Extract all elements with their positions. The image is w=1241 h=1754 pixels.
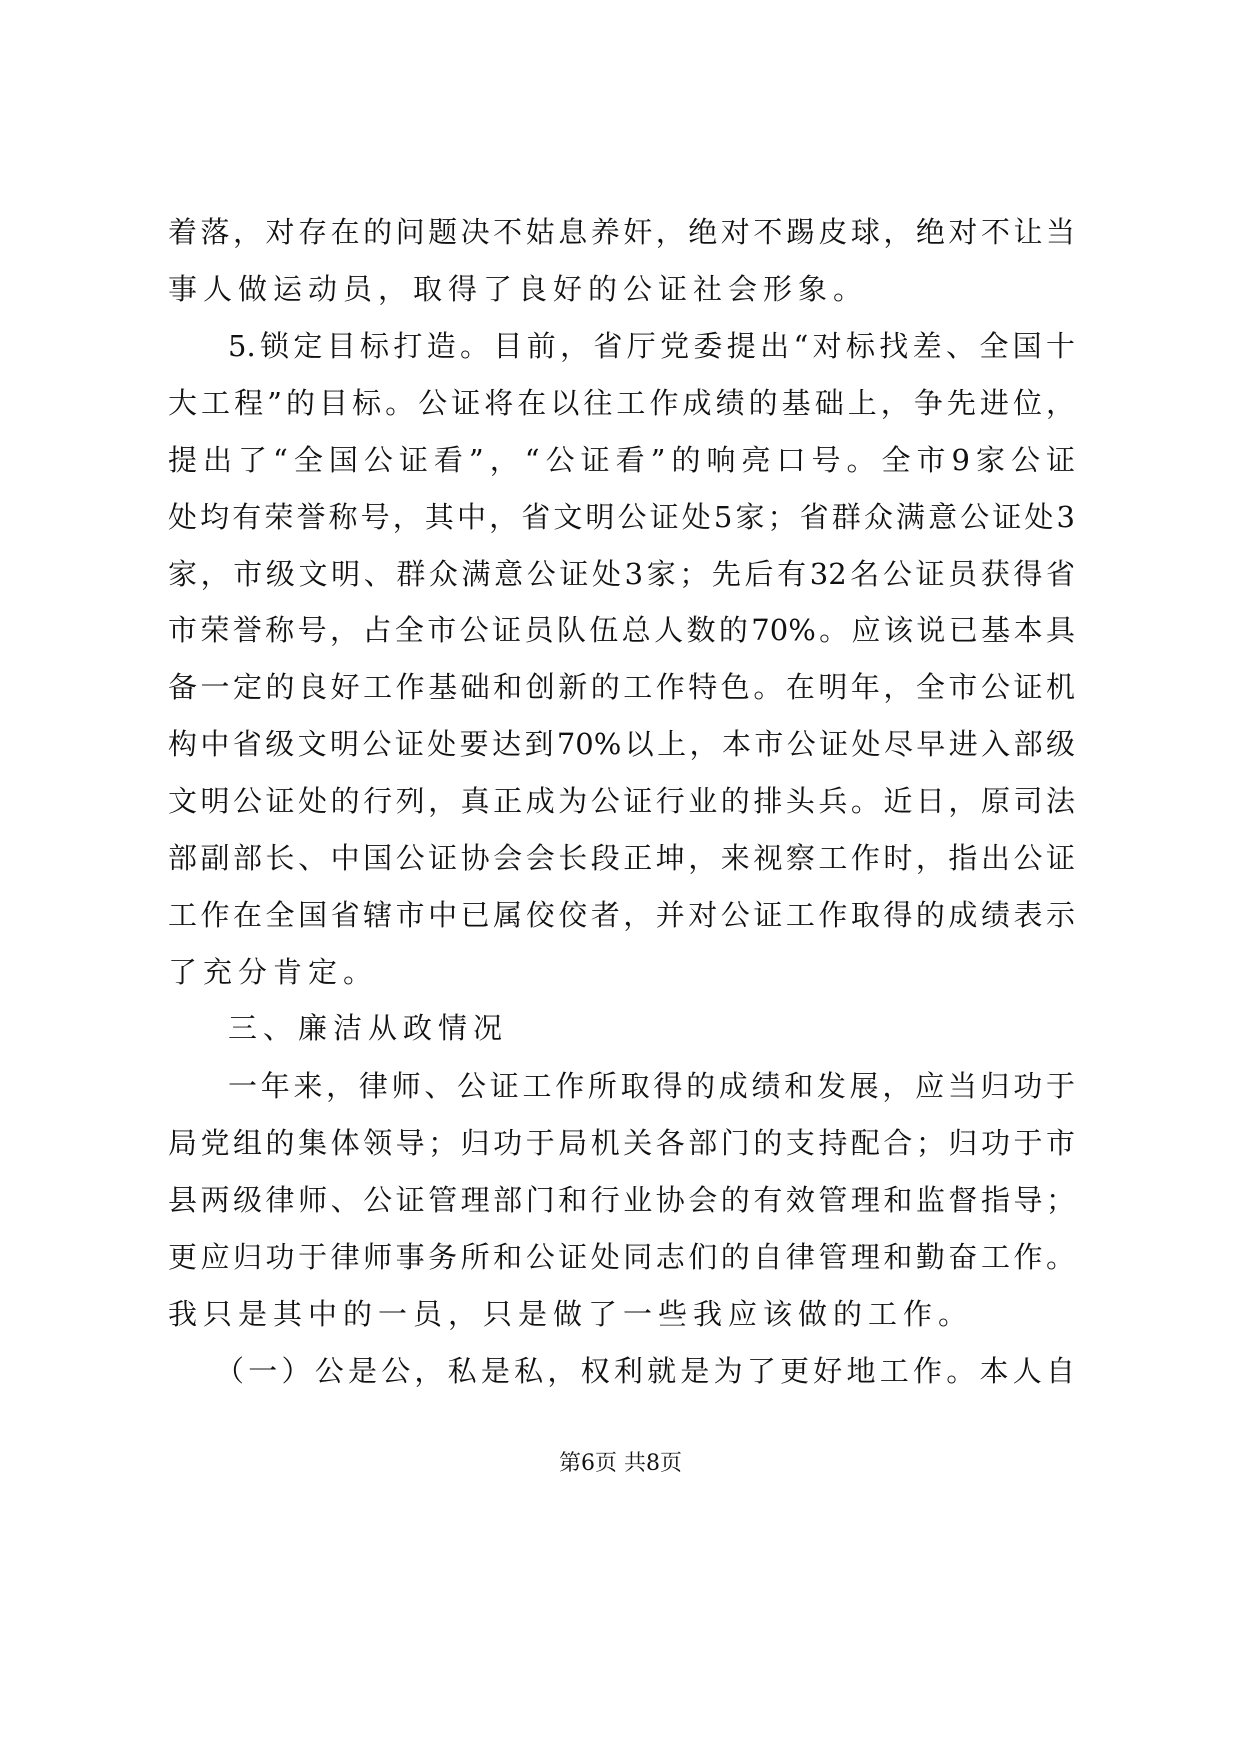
text-line: 5.锁定目标打造。目前，省厅党委提出“对标找差、全国十: [228, 329, 1075, 363]
text-line: 大工程”的目标。公证将在以往工作成绩的基础上，争先进位，: [168, 386, 1075, 420]
text-line: 提出了“全国公证看”，“公证看”的响亮口号。全市9家公证: [168, 443, 1075, 477]
text-line: 部副部长、中国公证协会会长段正坤，来视察工作时，指出公证: [168, 841, 1075, 875]
text-line: 县两级律师、公证管理部门和行业协会的有效管理和监督指导；: [168, 1183, 1075, 1217]
section-heading: 三、廉洁从政情况: [228, 1011, 509, 1045]
text-line: （一）公是公，私是私，权利就是为了更好地工作。本人自: [215, 1354, 1075, 1388]
text-line: 工作在全国省辖市中已属佼佼者，并对公证工作取得的成绩表示: [168, 898, 1075, 932]
text-line: 了充分肯定。: [168, 955, 379, 989]
text-line: 局党组的集体领导；归功于局机关各部门的支持配合；归功于市: [168, 1126, 1075, 1160]
text-line: 事人做运动员，取得了良好的公证社会形象。: [168, 272, 869, 306]
text-line: 市荣誉称号，占全市公证员队伍总人数的70%。应该说已基本具: [168, 613, 1075, 647]
text-line: 我只是其中的一员，只是做了一些我应该做的工作。: [168, 1297, 974, 1331]
text-line: 备一定的良好工作基础和创新的工作特色。在明年，全市公证机: [168, 670, 1075, 704]
text-line: 处均有荣誉称号，其中，省文明公证处5家；省群众满意公证处3: [168, 500, 1075, 534]
text-line: 文明公证处的行列，真正成为公证行业的排头兵。近日，原司法: [168, 784, 1075, 818]
text-line: 构中省级文明公证处要达到70%以上，本市公证处尽早进入部级: [168, 727, 1075, 761]
text-line: 更应归功于律师事务所和公证处同志们的自律管理和勤奋工作。: [168, 1240, 1075, 1274]
text-line: 家，市级文明、群众满意公证处3家；先后有32名公证员获得省: [168, 557, 1075, 591]
text-line: 一年来，律师、公证工作所取得的成绩和发展，应当归功于: [228, 1069, 1075, 1103]
text-line: 着落，对存在的问题决不姑息养奸，绝对不踢皮球，绝对不让当: [168, 215, 1075, 249]
page-number: 第6页 共8页: [559, 1451, 682, 1476]
